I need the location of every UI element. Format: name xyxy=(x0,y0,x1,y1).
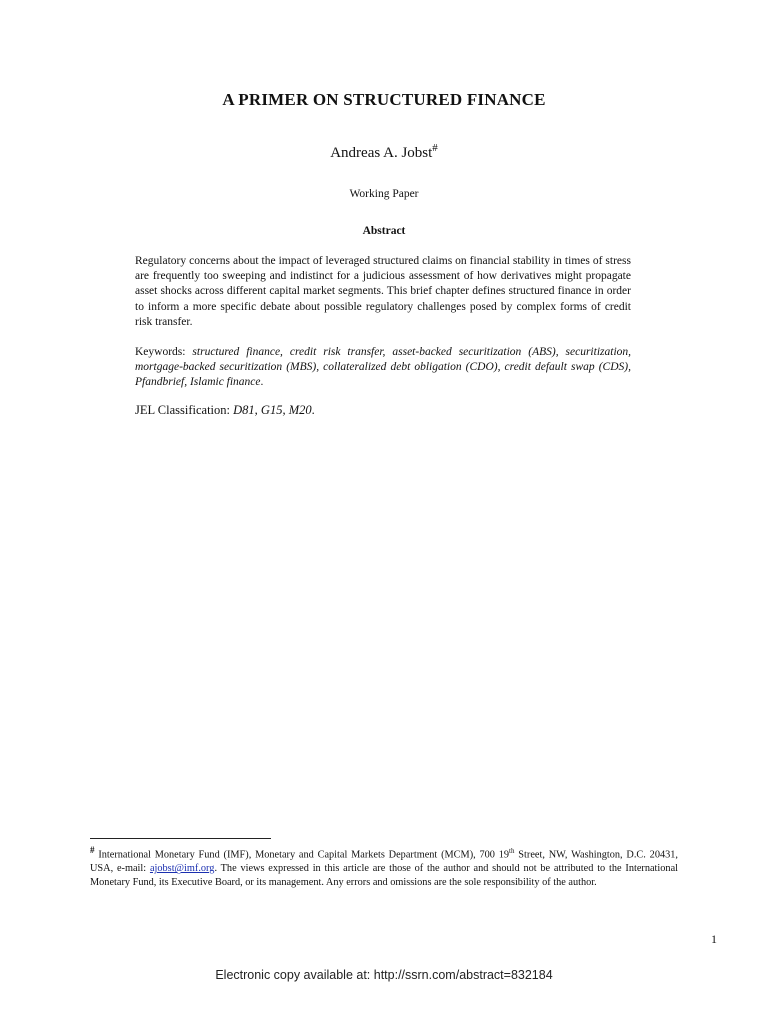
author-email-link[interactable]: ajobst@imf.org xyxy=(149,863,215,875)
author-name xyxy=(0,142,768,162)
paper-title: A PRIMER ON STRUCTURED FINANCE xyxy=(222,90,546,109)
ssrn-notice: Electronic copy available at: http://ssrn.com/abstract=832184 xyxy=(215,968,553,982)
footnote-text-1: International Monetary Fund (IMF), Monetary and Capital Markets Department (MCM), 700 19 xyxy=(98,849,510,861)
footnote xyxy=(90,843,678,890)
jel-codes: D81, G15, M20 xyxy=(233,403,312,417)
jel-classification xyxy=(135,403,631,418)
jel-end: . xyxy=(311,403,315,417)
keywords-label: Keywords: xyxy=(135,346,186,358)
footnote-mark: # xyxy=(90,845,95,855)
footnote-text-3: . The views expressed in this article are those of the author and should not be attributed to the International Monetary Fund, its Executive Board, or its management. Any errors and omissions are the sole responsibility of the author. xyxy=(90,863,678,889)
keywords-paragraph xyxy=(135,345,631,391)
abstract-text: Regulatory concerns about the impact of leveraged structured claims on financial stability in times of stress are frequently too sweeping and indistinct for a judicious assessment of how derivatives might propagate asset shocks across different capital market segments. This brief chapter defines structured finance in order to inform a more specific debate about possible regulatory challenges posed by complex forms of credit risk transfer. xyxy=(135,255,631,328)
footnote-divider xyxy=(90,838,271,839)
abstract-heading: Abstract xyxy=(362,225,406,237)
jel-label: JEL Classification: xyxy=(135,403,231,417)
author-name-text: Andreas A. Jobst xyxy=(330,145,433,161)
keywords-end: . xyxy=(260,376,264,389)
page-number: 1 xyxy=(711,932,717,946)
keywords-list: structured finance, credit risk transfer, asset-backed securitization (ABS), securitization, mortgage-backed securitization (MBS), collateralized debt obligation (CDO), credit default swap (CDS), Pfandbrief, Islamic finance xyxy=(135,346,632,389)
footnote-ordinal: th xyxy=(509,847,515,855)
footnote-text-2: Street, NW, Washington, D.C. 20431, USA, e-mail: xyxy=(90,849,678,875)
paper-type: Working Paper xyxy=(349,188,419,200)
author-footnote-mark: # xyxy=(432,142,438,154)
